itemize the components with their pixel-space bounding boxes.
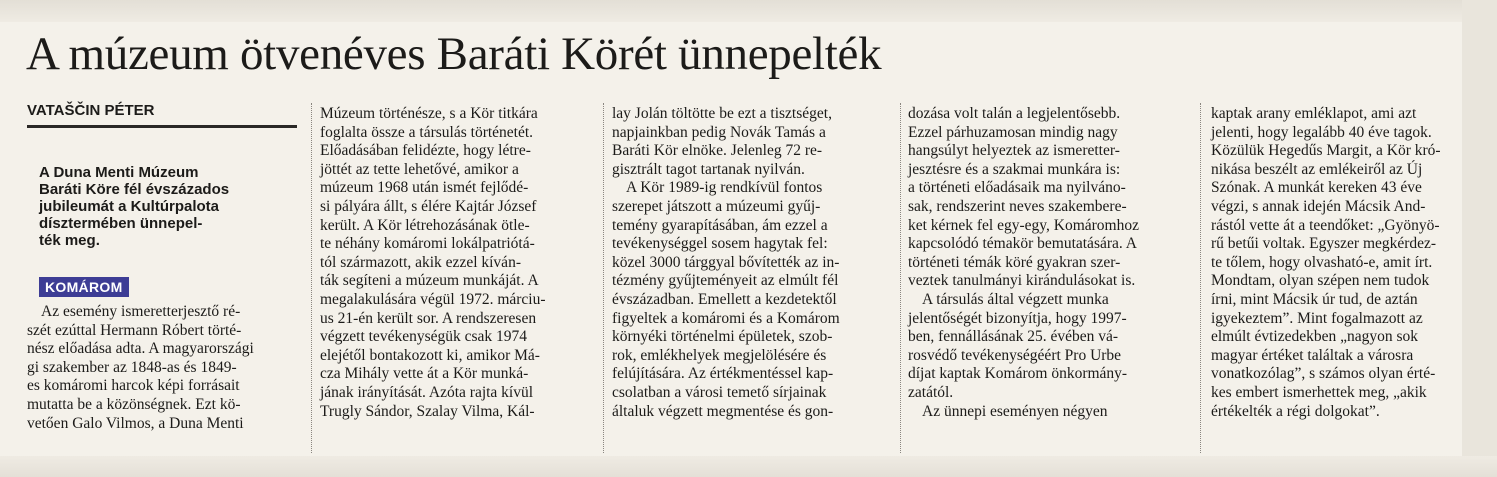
- text-line: történeti témák köré gyakran szer-: [908, 253, 1121, 271]
- text-line: múzeum 1968 után ismét fejlődé-: [320, 179, 529, 197]
- lead-line: jubileumát a Kultúrpalota: [39, 198, 220, 215]
- lead-line: Baráti Köre fél évszázados: [39, 181, 230, 198]
- adjacent-page-bleed-top: [0, 0, 1497, 22]
- text-line: rű betűi voltak. Egyszer megkérdez-: [1211, 235, 1437, 253]
- text-line: vonatkozólag”, s számos olyan érté-: [1211, 365, 1436, 383]
- text-line: évszázadban. Emellett a kezdetektől: [612, 290, 837, 308]
- text-line: cza Mihály vette át a Kör munká-: [320, 365, 529, 383]
- location-tag: KOMÁROM: [39, 277, 129, 297]
- text-line: Ezzel párhuzamosan mindig nagy: [908, 123, 1118, 141]
- text-line: hangsúlyt helyeztek az ismeretter-: [908, 142, 1120, 160]
- text-line: ben, fennállásának 25. évében vá-: [908, 328, 1119, 346]
- text-line: nész előadása adta. A magyarországi: [27, 340, 254, 358]
- text-line: jesztésre és a szakmai munkára is:: [908, 160, 1121, 178]
- article-byline: VATAŠČIN PÉTER: [27, 102, 155, 119]
- text-column-3: [612, 105, 892, 421]
- text-line: kaptak arany emléklapot, ami azt: [1211, 105, 1417, 122]
- text-line: elejétől bontakozott ki, amikor Má-: [320, 346, 540, 364]
- text-line: ket kérnek fel egy-egy, Komáromhoz: [908, 216, 1139, 234]
- text-line: csolatban a városi temető sírjainak: [612, 383, 827, 401]
- text-line: dozása volt talán a legjelentősebb.: [908, 105, 1121, 122]
- lead-line: dísztermében ünnepel-: [39, 215, 203, 232]
- column-divider: [1200, 103, 1201, 453]
- text-column-2: [320, 105, 595, 421]
- text-line: napjainkban pedig Novák Tamás a: [612, 123, 826, 141]
- text-line: díjat kaptak Komárom önkormány-: [908, 365, 1128, 383]
- text-line: Trugly Sándor, Szalay Vilma, Kál-: [320, 402, 535, 420]
- byline-divider: [27, 125, 297, 128]
- text-line: gi szakember az 1848-as és 1849-: [27, 358, 237, 376]
- text-line: tól származott, akik ezzel kíván-: [320, 253, 521, 271]
- text-line: A társulás által végzett munka: [922, 290, 1109, 308]
- text-line: te tőlem, hogy olvasható-e, amit írt.: [1211, 253, 1433, 271]
- text-line: szerepet játszott a múzeumi gyűj-: [612, 197, 821, 215]
- text-line: a történeti előadásaik ma nyilváno-: [908, 179, 1126, 197]
- text-line: végzi, s annak idején Mácsik And-: [1211, 197, 1426, 215]
- text-line: gisztrált tagot tartanak nyilván.: [612, 160, 805, 178]
- text-line: megalakulására végül 1972. márciu-: [320, 290, 546, 308]
- text-line: Az ünnepi eseményen négyen: [922, 402, 1108, 420]
- text-line: jának irányítását. Azóta rajta kívül: [320, 383, 534, 401]
- column-divider: [311, 103, 312, 453]
- lead-line: A Duna Menti Múzeum: [39, 164, 199, 181]
- text-column-4: [908, 105, 1190, 421]
- text-line: us 21-én került sor. A rendszeresen: [320, 309, 537, 327]
- text-line: tézmény gyűjteményeit az elmúlt fél: [612, 272, 839, 290]
- text-line: írni, mint Mácsik úr tud, de aztán: [1211, 290, 1418, 308]
- text-line: si pályára állt, s élére Kajtár József: [320, 197, 537, 215]
- text-line: végzett tevékenységük csak 1974: [320, 328, 528, 346]
- text-line: igyekeztem”. Mint fogalmazott az: [1211, 309, 1423, 327]
- article-lead: [39, 164, 294, 249]
- text-column-1: [27, 303, 299, 433]
- text-line: rok, emlékhelyek megjelölésére és: [612, 346, 827, 364]
- text-line: rástól vette át a teendőket: „Gyönyö-: [1211, 216, 1440, 234]
- text-line: jöttét az tette lehetővé, amikor a: [320, 160, 519, 178]
- text-line: te néhány komáromi lokálpatriótá-: [320, 235, 535, 253]
- column-divider: [603, 103, 604, 453]
- text-line: közel 3000 tárggyal bővítették az in-: [612, 253, 840, 271]
- text-line: került. A Kör létrehozásának ötle-: [320, 216, 530, 234]
- adjacent-page-bleed-bottom: [0, 456, 1497, 477]
- text-line: Múzeum történésze, s a Kör titkára: [320, 105, 538, 122]
- text-line: temény gyarapításában, ám ezzel a: [612, 216, 828, 234]
- text-column-5: [1211, 105, 1463, 421]
- text-line: elmúlt évtizedekben „nagyon sok: [1211, 328, 1419, 346]
- adjacent-page-bleed-right: [1462, 0, 1497, 477]
- text-line: jelenti, hogy legalább 40 éve tagok.: [1211, 123, 1432, 141]
- text-line: Az esemény ismeretterjesztő ré-: [41, 303, 241, 320]
- text-line: Közülük Hegedűs Margit, a Kör kró-: [1211, 142, 1441, 160]
- text-line: vetően Galo Vilmos, a Duna Menti: [27, 414, 244, 432]
- column-divider: [900, 103, 901, 453]
- text-line: Szónak. A munkát kereken 43 éve: [1211, 179, 1422, 197]
- text-line: magyar értéket találtak a városra: [1211, 346, 1414, 364]
- text-line: szét ezúttal Hermann Róbert törté-: [27, 321, 242, 339]
- article-headline: A múzeum ötvenéves Baráti Körét ünnepelték: [26, 28, 882, 80]
- text-line: jelentőségét bizonyítja, hogy 1997-: [908, 309, 1127, 327]
- text-line: figyeltek a komáromi és a Komárom: [612, 309, 840, 327]
- text-line: rosvédő tevékenységéért Pro Urbe: [908, 346, 1122, 364]
- text-line: Mondtam, olyan szépen nem tudok: [1211, 272, 1430, 290]
- text-line: értékelték a régi dolgokat”.: [1211, 402, 1380, 420]
- text-line: mutatta be a közönségnek. Ezt kö-: [27, 395, 241, 413]
- text-line: ták segíteni a múzeum munkáját. A: [320, 272, 539, 290]
- text-line: Előadásában felidézte, hogy létre-: [320, 142, 531, 160]
- text-line: sak, rendszerint neves szakembere-: [908, 197, 1127, 215]
- text-line: környéki történelmi épületek, szob-: [612, 328, 833, 346]
- text-line: általuk végzett megmentése és gon-: [612, 402, 834, 420]
- text-line: tevékenységgel sosem hagytak fel:: [612, 235, 828, 253]
- text-line: lay Jolán töltötte be ezt a tisztséget,: [612, 105, 832, 122]
- text-line: A Kör 1989-ig rendkívül fontos: [626, 179, 823, 197]
- text-line: kes embert ismerhettek meg, „akik: [1211, 383, 1427, 401]
- lead-line: ték meg.: [39, 232, 100, 249]
- text-line: felújítására. Az értékmentéssel kap-: [612, 365, 834, 383]
- text-line: nikása beszélt az emlékeiről az Új: [1211, 160, 1423, 178]
- text-line: zatától.: [908, 383, 954, 401]
- text-line: kapcsolódó témakör bemutatására. A: [908, 235, 1137, 253]
- text-line: es komáromi harcok képi forrásait: [27, 377, 240, 395]
- text-line: Baráti Kör elnöke. Jelenleg 72 re-: [612, 142, 823, 160]
- text-line: foglalta össze a társulás történetét.: [320, 123, 534, 141]
- text-line: veztek tanulmányi kirándulásokat is.: [908, 272, 1136, 290]
